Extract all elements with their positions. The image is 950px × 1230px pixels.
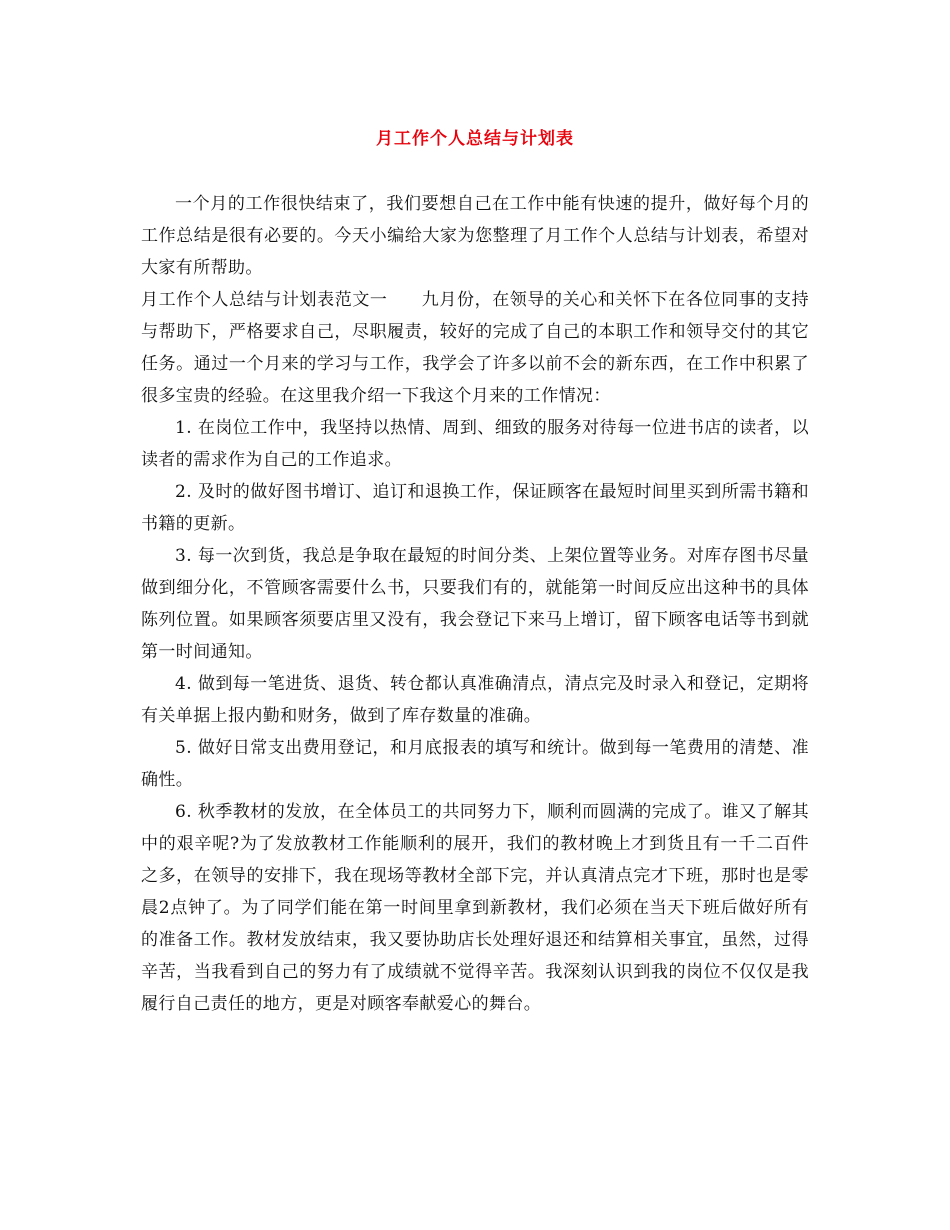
- list-item-1: 1. 在岗位工作中，我坚持以热情、周到、细致的服务对待每一位进书店的读者，以读者的需求作为自己的工作追求。: [141, 418, 809, 470]
- list-item-4: 4. 做到每一笔进货、退货、转仓都认真准确清点，清点完及时录入和登记，定期将有关单据上报内勤和财务，做到了库存数量的准确。: [141, 674, 809, 726]
- section-opening-text: 九月份，在领导的关心和关怀下在各位同事的支持与帮助下，严格要求自己，尽职履责，较好的完成了自己的本职工作和领导交付的其它任务。通过一个月来的学习与工作，我学会了许多以前不会的新东西，在工作中积累了很多宝贵的经验。在这里我介绍一下我这个月来的工作情况：: [141, 290, 809, 406]
- intro-paragraph: 一个月的工作很快结束了，我们要想自己在工作中能有快速的提升，做好每个月的工作总结是很有必要的。今天小编给大家为您整理了月工作个人总结与计划表，希望对大家有所帮助。: [141, 194, 809, 278]
- list-item-2: 2. 及时的做好图书增订、追订和退换工作，保证顾客在最短时间里买到所需书籍和书籍的更新。: [141, 482, 809, 534]
- list-item-5: 5. 做好日常支出费用登记，和月底报表的填写和统计。做到每一笔费用的清楚、准确性。: [141, 738, 809, 790]
- document-title: 月工作个人总结与计划表: [376, 129, 574, 149]
- section-paragraph: [141, 284, 809, 412]
- list-item-6: 6. 秋季教材的发放，在全体员工的共同努力下，顺利而圆满的完成了。谁又了解其中的艰辛呢?为了发放教材工作能顺利的展开，我们的教材晚上才到货且有一千二百件之多，在领导的安排下，我在现场等教材全部下完，并认真清点完才下班，那时也是零晨2点钟了。为了同学们能在第一时间里拿到新教材，我们必须在当天下班后做好所有的准备工作。教材发放结束，我又要协助店长处理好退还和结算相关事宜，虽然，过得辛苦，当我看到自己的努力有了成绩就不觉得辛苦。我深刻认识到我的岗位不仅仅是我履行自己责任的地方，更是对顾客奉献爱心的舞台。: [141, 802, 809, 1014]
- section-heading: 月工作个人总结与计划表范文一: [141, 290, 388, 310]
- list-item-3: 3. 每一次到货，我总是争取在最短的时间分类、上架位置等业务。对库存图书尽量做到细分化，不管顾客需要什么书，只要我们有的，就能第一时间反应出这种书的具体陈列位置。如果顾客须要店里又没有，我会登记下来马上增订，留下顾客电话等书到就第一时间通知。: [141, 546, 809, 662]
- document-body: [141, 188, 809, 1020]
